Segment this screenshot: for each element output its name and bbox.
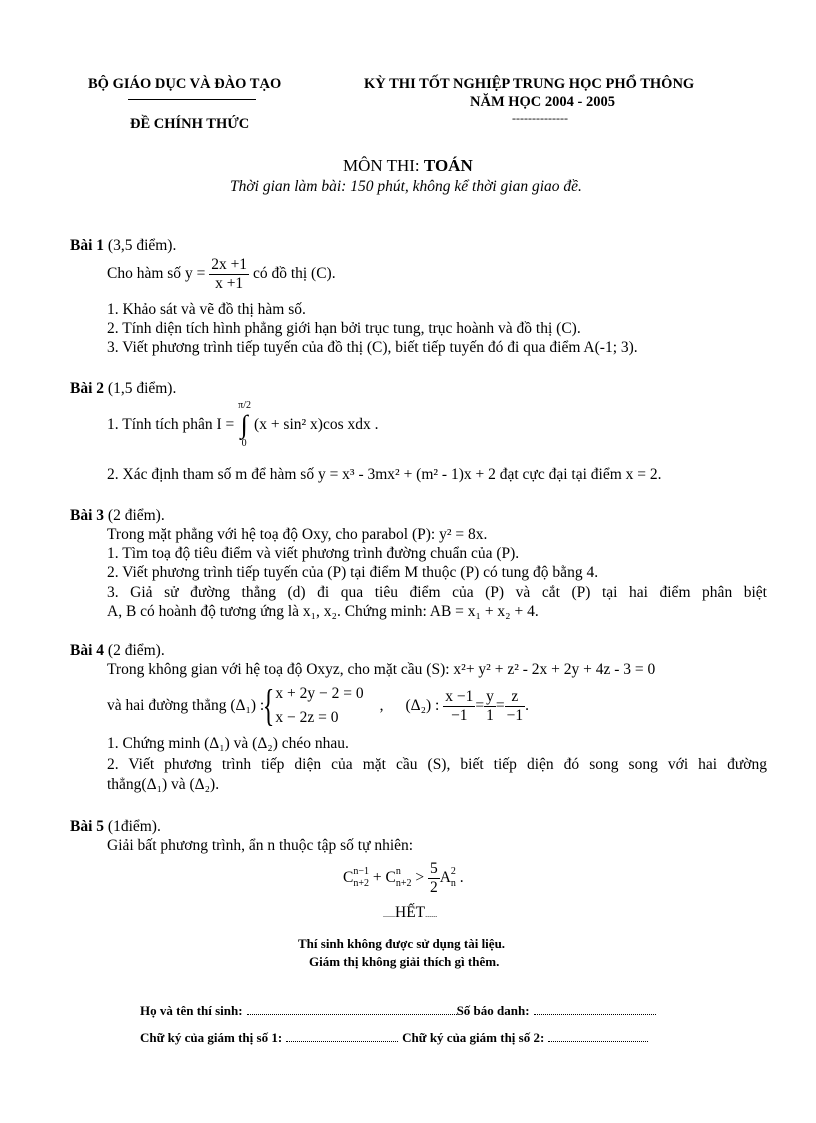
bai1-title: Bài 1 [70, 237, 105, 254]
candidate-number-field[interactable] [534, 1004, 656, 1015]
bai2-heading [70, 380, 176, 398]
bai1-fraction [209, 256, 249, 293]
ineq-c1-sup: n−1 [353, 866, 369, 878]
bai4-item-2-line2: thẳng(Δ₁) và (Δ₂). [107, 776, 220, 793]
het-dots-post: ...... [425, 910, 438, 919]
ineq-c2-sup: n [395, 866, 401, 878]
ministry-underline [128, 99, 256, 100]
bai1-points: (3,5 điểm). [104, 237, 177, 254]
d2-f3-den: −1 [506, 706, 524, 724]
bai4-heading [70, 642, 165, 660]
bai4-intro: Trong không gian với hệ toạ độ Oxyz, cho mặt cầu (S): x²+ y² + z² - 2x + 2y + 4z - 3 = 0 [107, 661, 656, 678]
delta2-label: (Δ₂) : [405, 697, 440, 714]
ineq-c1-sub: n+2 [353, 878, 369, 890]
ineq-a-sub: n [450, 878, 456, 890]
bai3-item-3-line1: 3. Giả sử đường thẳng (d) đi qua tiêu điểm của (P) và cắt (P) tại hai điểm phân biệt [107, 584, 767, 601]
candidate-name-field[interactable] [247, 1004, 457, 1015]
bai1-intro-post: có đồ thị (C). [249, 264, 336, 282]
bai3-item-2: 2. Viết phương trình tiếp tuyến của (P) tại điểm M thuộc (P) có tung độ bằng 4. [107, 564, 599, 581]
ineq-a: A [439, 869, 451, 886]
candidate-number-label: Số báo danh: [456, 1003, 530, 1018]
d2-eq-2: = [495, 697, 505, 714]
ineq-frac [428, 860, 440, 897]
ineq-c2-sub: n+2 [395, 878, 412, 890]
bai1-y-eq: y = [184, 264, 206, 282]
bai4-points: (2 điểm). [104, 642, 165, 659]
bai1-item-1: 1. Khảo sát và vẽ đồ thị hàm số. [107, 301, 306, 318]
bai3-heading [70, 507, 165, 525]
delta2-frac-3 [505, 688, 526, 725]
bai1-item-2: 2. Tính diện tích hình phẳng giới hạn bởi trục tung, trục hoành và đồ thị (C). [107, 320, 581, 337]
bai5-heading [70, 818, 161, 836]
ineq-c1: C [343, 869, 354, 886]
delta2-frac-2 [484, 688, 496, 725]
supervisor1-field[interactable] [286, 1031, 398, 1042]
integral-lower: 0 [241, 438, 247, 449]
delta1-system [275, 682, 363, 730]
bai3-intro: Trong mặt phẳng với hệ toạ độ Oxy, cho parabol (P): y² = 8x. [107, 526, 488, 543]
bai1-heading [70, 237, 176, 255]
bai2-item1-pre: 1. Tính tích phân [107, 416, 217, 433]
bai4-comma: , [379, 697, 384, 714]
subject-prefix: MÔN THI: [343, 156, 424, 175]
bai1-intro-pre: Cho hàm số [107, 264, 185, 282]
subject-line [343, 156, 473, 176]
ineq-gt: > [411, 869, 428, 886]
official-label: ĐỀ CHÍNH THỨC [130, 116, 250, 132]
ineq-frac-den: 2 [429, 878, 438, 896]
supervisor2-label: Chữ ký của giám thị số 2: [402, 1030, 545, 1045]
delta1-eq2: x − 2z = 0 [275, 709, 339, 727]
bai1-item-3: 3. Viết phương trình tiếp tuyến của đồ thị (C), biết tiếp tuyến đó đi qua điểm A(-1; 3). [107, 339, 638, 356]
supervisor2-field[interactable] [548, 1031, 648, 1042]
time-note: Thời gian làm bài: 150 phút, không kể thời gian giao đề. [230, 178, 582, 195]
note-no-explanation: Giám thị không giải thích gì thêm. [309, 954, 500, 969]
subject-name: TOÁN [423, 156, 473, 175]
d2-f1-num: x −1 [445, 688, 474, 706]
bai2-item-2: 2. Xác định tham số m để hàm số y = x³ - 3mx² + (m² - 1)x + 2 đạt cực đại tại điểm x = 2. [107, 466, 662, 483]
bai4-lines [107, 680, 529, 732]
supervisor1-label: Chữ ký của giám thị số 1: [140, 1030, 283, 1045]
d2-f2-num: y [486, 688, 494, 706]
note-no-materials: Thí sinh không được sử dụng tài liệu. [298, 936, 506, 951]
bai3-item-3-line2: A, B có hoành độ tương ứng là x₁, x₂. Chứng minh: AB = x₁ + x₂ + 4. [107, 603, 539, 620]
candidate-name-row [140, 1003, 656, 1019]
delta1-label: (Δ₁) : [230, 697, 265, 714]
bai5-inequality [343, 858, 464, 898]
bai3-points: (2 điểm). [104, 507, 165, 524]
bai2-title: Bài 2 [70, 380, 105, 397]
delta2-frac-1 [443, 688, 475, 725]
bai4-item-1: 1. Chứng minh (Δ₁) và (Δ₂) chéo nhau. [107, 735, 349, 752]
bai2-int-lhs: I = [216, 416, 235, 433]
d2-f2-den: 1 [486, 706, 494, 724]
bai1-frac-num: 2x +1 [211, 256, 248, 273]
end-marker [383, 904, 437, 922]
het-label: HẾT [395, 904, 426, 921]
d2-period: . [525, 697, 529, 714]
supervisor-signature-row [140, 1030, 648, 1046]
integral-sign: π/2 ∫ 0 [238, 400, 251, 449]
ineq-a-sup: 2 [450, 866, 456, 878]
d2-eq-1: = [475, 697, 485, 714]
bai2-int-body: (x + sin² x)cos xdx . [254, 416, 379, 433]
bai3-item-1: 1. Tìm toạ độ tiêu điểm và viết phương trình đường chuẩn của (P). [107, 545, 520, 562]
exam-year: NĂM HỌC 2004 - 2005 [470, 94, 615, 110]
bai1-intro [107, 256, 336, 293]
bai1-frac-den: x +1 [215, 274, 244, 292]
bai5-title: Bài 5 [70, 818, 105, 835]
exam-title: KỲ THI TỐT NGHIỆP TRUNG HỌC PHỔ THÔNG [364, 76, 695, 92]
bai4-title: Bài 4 [70, 642, 105, 659]
bai5-intro: Giải bất phương trình, ẩn n thuộc tập số tự nhiên: [107, 837, 414, 854]
integral-upper: π/2 [238, 400, 251, 411]
d2-f3-num: z [505, 688, 526, 707]
bai4-lines-pre: và hai đường thẳng [107, 697, 231, 714]
bai2-item-1 [107, 400, 379, 450]
bai3-title: Bài 3 [70, 507, 105, 524]
ineq-frac-num: 5 [429, 860, 438, 878]
bai2-points: (1,5 điểm). [104, 380, 177, 397]
candidate-name-label: Họ và tên thí sinh: [140, 1003, 243, 1018]
bai4-item-2-line1: 2. Viết phương trình tiếp diện của mặt cầu (S), biết tiếp diện đó song song với hai đường [107, 756, 767, 773]
d2-f1-den: −1 [451, 706, 468, 724]
system-brace: { [263, 681, 275, 731]
ineq-end: . [455, 869, 464, 886]
ineq-plus-c2: + C [368, 869, 396, 886]
header-separator: -------------- [512, 111, 568, 125]
bai5-points: (1điểm). [104, 818, 161, 835]
het-dots-pre: ...... [383, 910, 395, 919]
delta1-eq1: x + 2y − 2 = 0 [275, 685, 364, 703]
ministry-name: BỘ GIÁO DỤC VÀ ĐÀO TẠO [88, 76, 282, 92]
